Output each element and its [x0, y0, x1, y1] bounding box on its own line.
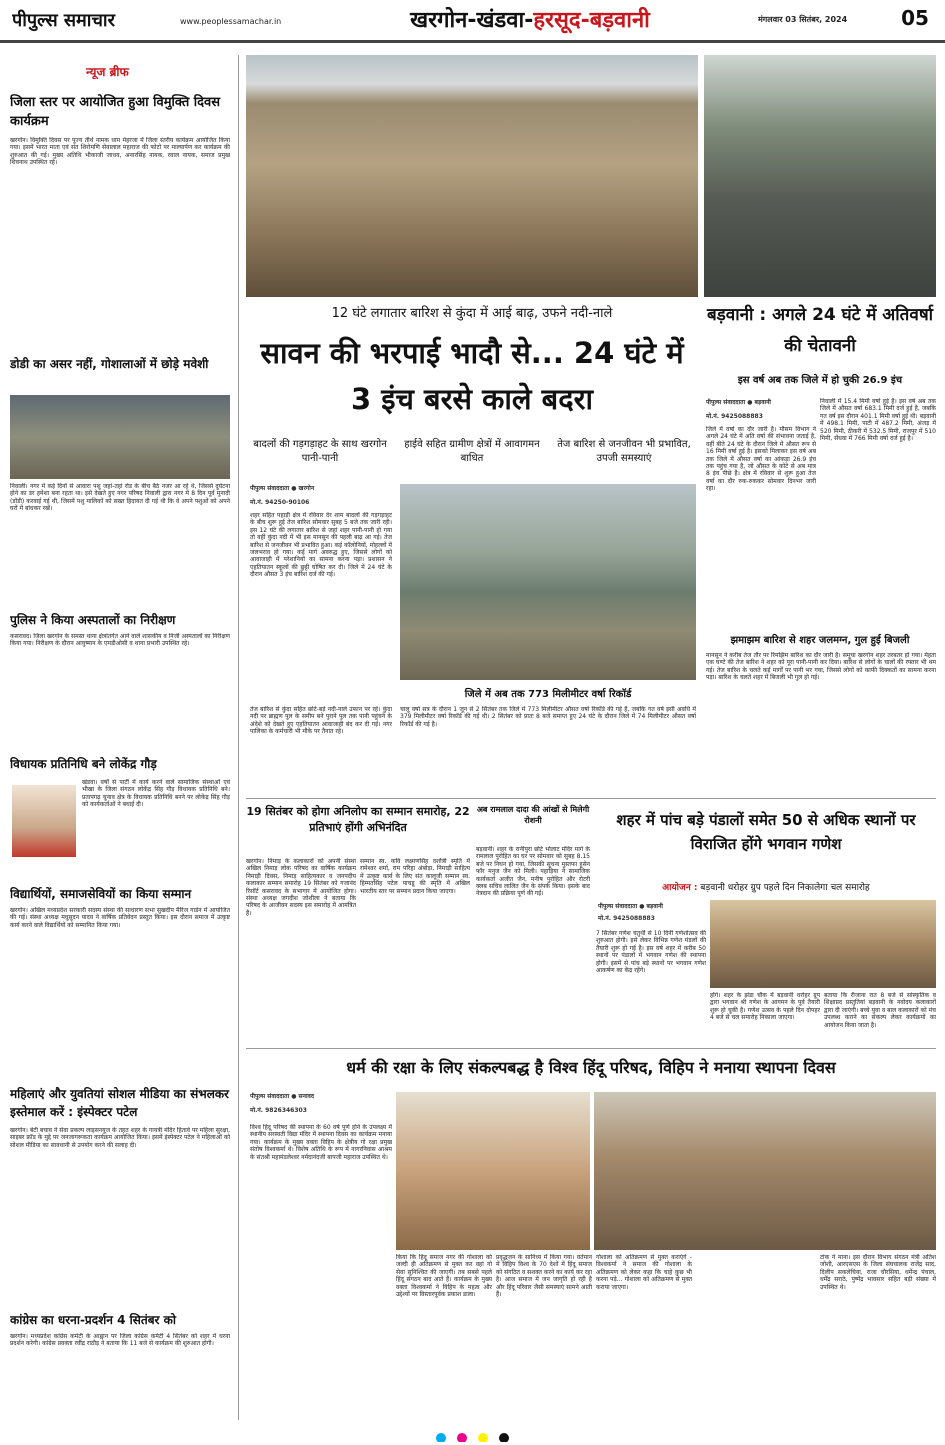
section-title [330, 4, 730, 36]
barwani-byline: पीपुल्स संवाददाता ● बड़वानी [706, 399, 771, 406]
barwani-body-2: निवाली में 15.4 मिमी वर्षा हुई है। इस वर्ष अब तक जिले में औसत वर्षा 683.1 मिमी दर्ज हुई है, जबकि गत वर्ष इस दौरान 401.1 मिमी वर्षा हुई थी। बड़वानी में 498.1 मिमी, पाटी में 487.2 मिमी, अंजड़ में 520 मिमी, ठीकरी में 532.5 मिमी, राजपुर में 510 मिमी, सेंधवा में 766 मिमी वर्षा दर्ज हुई है। [820, 398, 936, 443]
logo: पीपुल्स समाचार [12, 10, 115, 31]
ganesh-body-2: होंगे। शहर के झंडा चौक में बड़वानी धरोहर ग्रुप द्वारा भगवान श्री गणेश के आगमन के पूर्व तैयारी शुरू हो चुकी है। गणेश उत्सव के पहले दिन दोपहर 4 बजे से चल समारोह निकाला जाएगा। [710, 992, 820, 1022]
yellow-mark [478, 1433, 488, 1442]
masthead-rule [0, 40, 945, 43]
jhamajham-body: मानसून ने करीब तेज तौर पर रिमझिम बारिश का दौर जारी है। समूचा खरगोन शहर तरबतर हो गया। मेहता एक घण्टे की तेज बारिश ने शहर को पूरा पानी-पानी कर दिया। बारिश से लोगों के चालों की रफ्तार भी थम गई। तेज बारिश के चलते कई मार्गों पर पानी भर गया, जिससे लोगों को काफी दिक्कतों का सामना करना पड़ा। बारिश के चलते शहर में बिजली भी गुल हो गई। [706, 652, 936, 682]
cattle-photo [10, 395, 230, 479]
ganesh-subhead-text: बड़वानी धरोहर ग्रुप पहले दिन निकालेगा चल समारोह [700, 883, 870, 893]
color-registration-marks [0, 1428, 945, 1442]
ganesh-body: 7 सितंबर गणेश चतुर्थी से 10 दिनी गणेशोत्सव की शुरुआत होगी। इसे लेकर विभिन्न गणेश मंडलों की तैयारी शुरू हो गई है। इस वर्ष शहर में करीब 50 स्थानों पर पंडालों में भगवान गणेश की स्थापना होगी। इसमें से पांच बड़े स्थानों पर भगवान गणेश आकर्षण का केंद्र रहेंगे। [596, 930, 706, 975]
brief-body: खरगोन। विमुक्ति दिवस पर पूज्य तीर्थ नामक धाम मेहरजा में जिला स्तरीय कार्यक्रम आयोजित किया गया। इसमें भारत माता एवं संत शिरोमणि सेवालाल महाराज की फोटो पर माल्यार्पण कर कार्यक्रम की शुरुआत की गई। मुख्य अतिथि भीकाजी जाधव, अनारसिंह नायक, रवाल नायक, समाज प्रमुख शिवनाथ उपस्थित रहे। [10, 137, 230, 167]
anilop-headline: 19 सितंबर को होगा अनिलोप का सम्मान समारोह, 22 प्रतिभाएं होंगी अभिनंदित [246, 805, 470, 834]
vhp-body-3: प्रवृद्धजन के सानिध्य में किया गया। वर्तमान में विहिप विश्व के 70 देशों में हिंदू समाज को संगठित व सशक्त करने का कार्य कर रहा है। आज समाज में जन जागृति हो रही है और हिंदू परिवार जैसी समस्याएं सामने आती हैं। [496, 1254, 592, 1299]
flood-subhead: तेज बारिश से जनजीवन भी प्रभावित, उपजी समस्याएं [557, 439, 691, 464]
brief-headline: विधायक प्रतिनिधि बने लोकेंद्र गौड़ [10, 757, 157, 771]
vhp-body-4: गोशाला को अतिक्रमण से मुक्त कराएंगे - विश्वकर्मा ने समाज की गोशाला के अतिक्रमण को लेकर कहा कि चाहे कुछ भी करना पड़े... गोशाला को अतिक्रमण से मुक्त कराया जाएगा। [596, 1254, 692, 1291]
cyan-mark [436, 1433, 446, 1442]
section-title-red: हरसूद-बड़वानी [533, 8, 650, 33]
flood-byline: पीपुल्स संवाददाता ● खरगोन [250, 485, 315, 492]
brief-body: खंडवा। वर्षों से पार्टी में कार्य करने वाले सामाजिक संस्थाओं एवं भीखा के जिला संगठन लोकेंद्र सिंह गौड़ विधायक प्रतिनिधि बने। प्रतापगढ़ चुनाव क्षेत्र के विधायक प्रतिनिधि बनने पर लोकेंद्र सिंह गौड़ को कार्यकर्ताओं ने बधाई दी। [82, 779, 230, 809]
vhp-body-2: किया कि हिंदू समाज नगर की गोशाला को जल्दी ही अतिक्रमण से मुक्त कर वहां गो सेवा सुनिश्चित की जाएगी। तब सबसे पहले हिंदू संगठन बाद आते हैं। कार्यक्रम के मुख्य वक्ता विश्वकर्मा ने विहिप के महत्व और उद्देश्यों पर विस्तारपूर्वक प्रकाश डाला। [396, 1254, 492, 1299]
anilop-body: खरगोन। निमाड़ के कलाकारों को अपनी संस्था अखिल निमाड़ लोक परिषद का वार्षिक कार्यक्रम निमाड़ी दिवस, निमाड़ साहित्यकार व जनपदीय कलाकार सम्मान समारोह 19 सितंबर को गजानंद रिसॉर्ट कसरावद के सभागार में आयोजित होगा। संस्था अध्यक्ष जगदीश जोशीला ने बताया कि परिषद के आजीवन सदस्य इस समारोह में आमंत्रित हैं। [246, 858, 356, 917]
masthead [0, 0, 945, 46]
brief-headline: महिलाएं और युवतियां सोशल मीडिया का संभलकर इस्तेमाल करें : इंस्पेक्टर पटेल [10, 1087, 229, 1119]
vhp-audience-photo [594, 1092, 936, 1250]
brief-headline: कांग्रेस का धरना-प्रदर्शन 4 सितंबर को [10, 1313, 176, 1327]
ganesh-subhead-label: आयोजन : [662, 883, 698, 893]
brief-headline: विद्यार्थियों, समाजसेवियों का किया सम्मान [10, 887, 192, 901]
brief-headline: पुलिस ने किया अस्पतालों का निरीक्षण [10, 613, 176, 627]
ganesh-byline: पीपुल्स संवाददाता ● बड़वानी [598, 903, 663, 910]
barwani-body: जिले में वर्षा का दौर जारी है। मौसम विभाग ने अगले 24 घंटे में अति वर्षा की संभावना जताई है, वहीं बीते 24 घंटे के दौरान जिले में औसत रूप से 16 मिमी वर्षा हुई है। इसको मिलाकर इस वर्ष अब तक जिले में औसत वर्षा का आंकड़ा 26.9 इंच तक पहुंच गया है, जो औसत के कोटे से अब मात्र 8 इंच पीछे है। क्षेत्र में रविवार से शुरू हुआ तेज वर्षा का दौर रुक-रुककर सोमवार दिनभर जारी रहा। [706, 426, 816, 493]
flood-subheads [246, 436, 698, 476]
date: मंगलवार 03 सितंबर, 2024 [758, 15, 848, 24]
section-divider [246, 798, 936, 799]
section-divider [246, 1048, 936, 1049]
record-rain-body: चालू वर्षा सत्र के दौरान 1 जून से 2 सितंबर तक जिले में 773 मिलीमीटर औसत वर्षा रिकॉर्ड की गई है, जबकि गत वर्ष इसी अवधि में 379 मिलीमीटर वर्षा रिकॉर्ड की गई थी। 2 सितंबर को प्रातः 8 बजे समाप्त हुए 24 घंटे के दौरान जिले में 74 मिलीमीटर औसत वर्षा रिकॉर्ड की गई है। [400, 706, 696, 728]
ramlal-body: बड़वानी। शहर के रानीपुरा छोटे भोलाट मंदिर मार्ग के रामलाल पुरोहित का घर पर सोमवार को सुबह 8.15 बजे पर निधन हो गया, जिसकी सूचना मुस्तफा हुसेन फॉर मनुज जैन को मिली। पहाड़िया ने सामाजिक कार्यकर्ता अजीत जैन, मनीष पुरोहित और रोटरी क्लब सचिव लालित जैन के संपर्क किया। इसके बाद नेत्रदान की प्रक्रिया पूर्ण की गई। [476, 846, 590, 898]
flood-subhead: बादलों की गड़गड़ाहट के साथ खरगोन पानी-पानी [253, 439, 387, 464]
mla-rep-photo [12, 785, 76, 857]
magenta-mark [457, 1433, 467, 1442]
brief-headline: जिला स्तर पर आयोजित हुआ विमुक्ति दिवस कार्यक्रम [10, 95, 221, 129]
brief-headline: डोडी का असर नहीं, गोशालाओं में छोड़े मवेशी [10, 357, 209, 371]
waterlogged-road-photo [400, 484, 696, 680]
barwani-headline: बड़वानी : अगले 24 घंटे में अतिवर्षा की चेतावनी [706, 305, 934, 356]
flood-mobile: मो.नं. 94250-90106 [250, 499, 310, 506]
barwani-subhead: इस वर्ष अब तक जिले में हो चुकी 26.9 इंच [737, 375, 903, 386]
brief-body: खरगोन। अखिल मध्यप्रदेश सरकारी सदस्य संस्था की साधारण सभा सुखदीप मैरिज गार्डन में आयोजित की गई। संस्था अध्यक्ष मधुसूदन यादव ने वार्षिक प्रतिवेदन प्रस्तुत किया। इस दौरान समाज में उत्कृष्ट कार्य करने वाले विद्यार्थियों को सम्मानित किया गया। [10, 907, 230, 929]
black-mark [499, 1433, 509, 1442]
column-divider [238, 55, 239, 1420]
vhp-body-5: टांक ने माना। इस दौरान विभाग संगठन मंत्री अतिश जोशी, आरएसएस के जिला संघचालक राजेंद्र साद, दिलीप सकलेचिया, राजा चौरसिया, धर्मेन्द्र पंचाल, धर्मेंद्र सराठे, पुष्पेंद्र भावसार सहित बड़ी संख्या में उपस्थित थे। [820, 1254, 936, 1291]
vhp-mobile: मो.नं. 9826346303 [250, 1107, 307, 1114]
flood-body-2: तेज बारिश से कुंदा सहित छोटे-बड़े नदी-नाले उफान पर रहे। कुंदा नदी पर ब्राह्मण पुल के समीप बने पुराने पुल तक पानी पहुंचने के अंदेशे को देखते हुए एहतियातन आवाजाही बंद कर दी गई। नगर पालिका के कर्मचारी भी मौके पर तैनात रहे। [250, 706, 392, 736]
ganesh-body-3: बताया कि रीजाना रात 8 बजे से सांस्कृतिक व शिक्षाप्रद प्रस्तुतियां बड़वानी के नवोदय कलाकारों द्वारा दी जाएंगी। बच्चे युवा व बाल कलाकारों को मंच उपलब्ध कराने का संकल्प लेकर कार्यक्रमों का आयोजन किया जाता है। [824, 992, 936, 1029]
vhp-stage-photo [396, 1092, 590, 1250]
barwani-rain-photo [704, 55, 936, 297]
ganesh-mobile: मो.नं. 9425088883 [598, 915, 655, 922]
page-number: 05 [901, 6, 929, 30]
vhp-headline: धर्म की रक्षा के लिए संकल्पबद्ध है विश्व हिंदू परिषद, विहिप ने मनाया स्थापना दिवस [346, 1058, 836, 1077]
section-title-black: खरगोन-खंडवा- [410, 8, 534, 33]
record-rain-headline: जिले में अब तक 773 मिलीमीटर वर्षा रिकॉर्ड [464, 689, 632, 700]
flood-body: शहर सहित पहाड़ी क्षेत्र में रविवार देर शाम बादलों की गड़गड़ाहट के बीच शुरू हुई तेज बारिश सोमवार सुबह 5 बजे तक जारी रही। इस 12 घंटे की लगातार बारिश से जहां शहर पानी-पानी हो गया तो वहीं कुंदा नदी में भी इस मानसून की पहली बाढ़ आ गई। तेज बारिश से जनजीवन भी प्रभावित हुआ। कई कॉलोनियों, मोहल्लों में जलभराव हो गया। कई मार्ग अवरुद्ध हुए, जिससे लोगों को आवाजाही में परेशानियों का सामना करना पड़ा। प्रशासन ने एहतियातन स्कूलों की छुट्टी घोषित कर दी। जिले में 24 घंटे के दौरान औसत 3 इंच बारिश दर्ज की गई। [250, 512, 392, 579]
vhp-body: विश्व हिंदू परिषद की स्थापना के 60 वर्ष पूर्ण होने के उपलक्ष्य में स्थानीय सरस्वती विद्या मंदिर में स्थापना दिवस का कार्यक्रम मनाया गया। कार्यक्रम के मुख्य वक्ता विहिप के क्षेत्रीय गो रक्षा प्रमुख संतोष विश्वकर्मा थे। विशेष अतिथि के रूप में नागरनिवास आश्रम के संतश्री महामंडलेश्वर नर्मदानंदजी बापजी महाराज उपस्थित थे। [250, 1124, 392, 1161]
brief-body: कसरावद। जिला खरगोन के समस्त थाना क्षेत्रांतर्गत आने वाले शासकीय व निजी अस्पतालों का निरीक्षण किया गया। निरीक्षण के दौरान आयुष्मान के एमडीओसी व थाना प्रभारी उपस्थित रहे। [10, 633, 230, 648]
jhamajham-headline: झमाझम बारिश से शहर जलमग्न, गुल हुई बिजली [730, 635, 910, 646]
website: www.peoplessamachar.in [180, 17, 282, 26]
brief-body: खरगोन। बेटी बचाव ने सेवा प्रकल्प लाइसनयूज के तहत शहर के गायत्री मंदिर हितावे पर महिला सुरक्षा, साइबर फ्रॉड के मुद्दे पर जनजागरूकता कार्यक्रम आयोजित किया। इसमें इंस्पेक्टर पटेल ने महिलाओं को सोशल मीडिया का सावधानी से उपयोग करने की सलाह दी। [10, 1127, 230, 1149]
flood-headline: सावन की भरपाई भादौ से... 24 घंटे में 3 इंच बरसे काले बदरा [260, 336, 684, 416]
ganesh-meeting-photo [710, 900, 936, 988]
vhp-byline: पीपुल्स संवाददाता ● सनावद [250, 1093, 315, 1100]
ganesh-subhead [596, 880, 936, 896]
ramlal-headline: अब रामलाल दादा की आंखों से मिलेगी रोशनी [476, 805, 590, 825]
news-brief-column [6, 55, 234, 1420]
news-brief-label: न्यूज ब्रीफ [86, 65, 129, 79]
flood-photo-caption: 12 घंटे लगातार बारिश से कुंदा में आई बाढ़, उफने नदी-नाले [331, 306, 613, 321]
anilop-body-2: सम्मान स्व. कवि लक्ष्मणसिंह दर्शोत्री स्मृति में रामेश्वर शर्मा, राम परिहा अंबोड़ा, निमाड़ी साहित्य में उत्कृष्ट कार्य के लिए संत कालूजी सम्मान स्व. हिम्मतसिंह पटेल पाचडू की स्मृति में अखिल भारतीय स्तर पर सम्मान प्रदान किया जाएगा। [360, 858, 470, 895]
flood-photo [246, 55, 698, 297]
flood-subhead: हाईवे सहित ग्रामीण क्षेत्रों में आवागमन बाधित [404, 439, 540, 464]
brief-body: खरगोन। मध्यप्रदेश कांग्रेस कमेटी के आह्वान पर जिला कांग्रेस कमेटी 4 सितंबर को शहर में धरना प्रदर्शन करेगी। कांग्रेस प्रवक्ता रवींद्र राठौड़ ने बताया कि 11 बजे से कार्यक्रम की शुरुआत होगी। [10, 1333, 230, 1348]
ganesh-headline: शहर में पांच बड़े पंडालों समेत 50 से अधिक स्थानों पर विराजित होंगे भगवान गणेश [616, 811, 916, 853]
barwani-mobile: मो.नं. 9425088883 [706, 413, 763, 420]
brief-body: निवाली। नगर में कई दिनों से आवारा पशु जहां-तहां रोड के बीच बैठे नजर आ रहे थे, जिससे दुर्घटना होने का डर हमेशा बना रहता था। इसे देखते हुए नगर परिषद निवाली द्वारा नगर में 8 दिन पूर्व मुनादी (डोंडी) करवाई गई थी, जिसमें पशु मालिकों को सख्त हिदायत दी गई थी कि वे अपने पशुओं को अपने घरों में बांधकर रखें। [10, 483, 230, 513]
